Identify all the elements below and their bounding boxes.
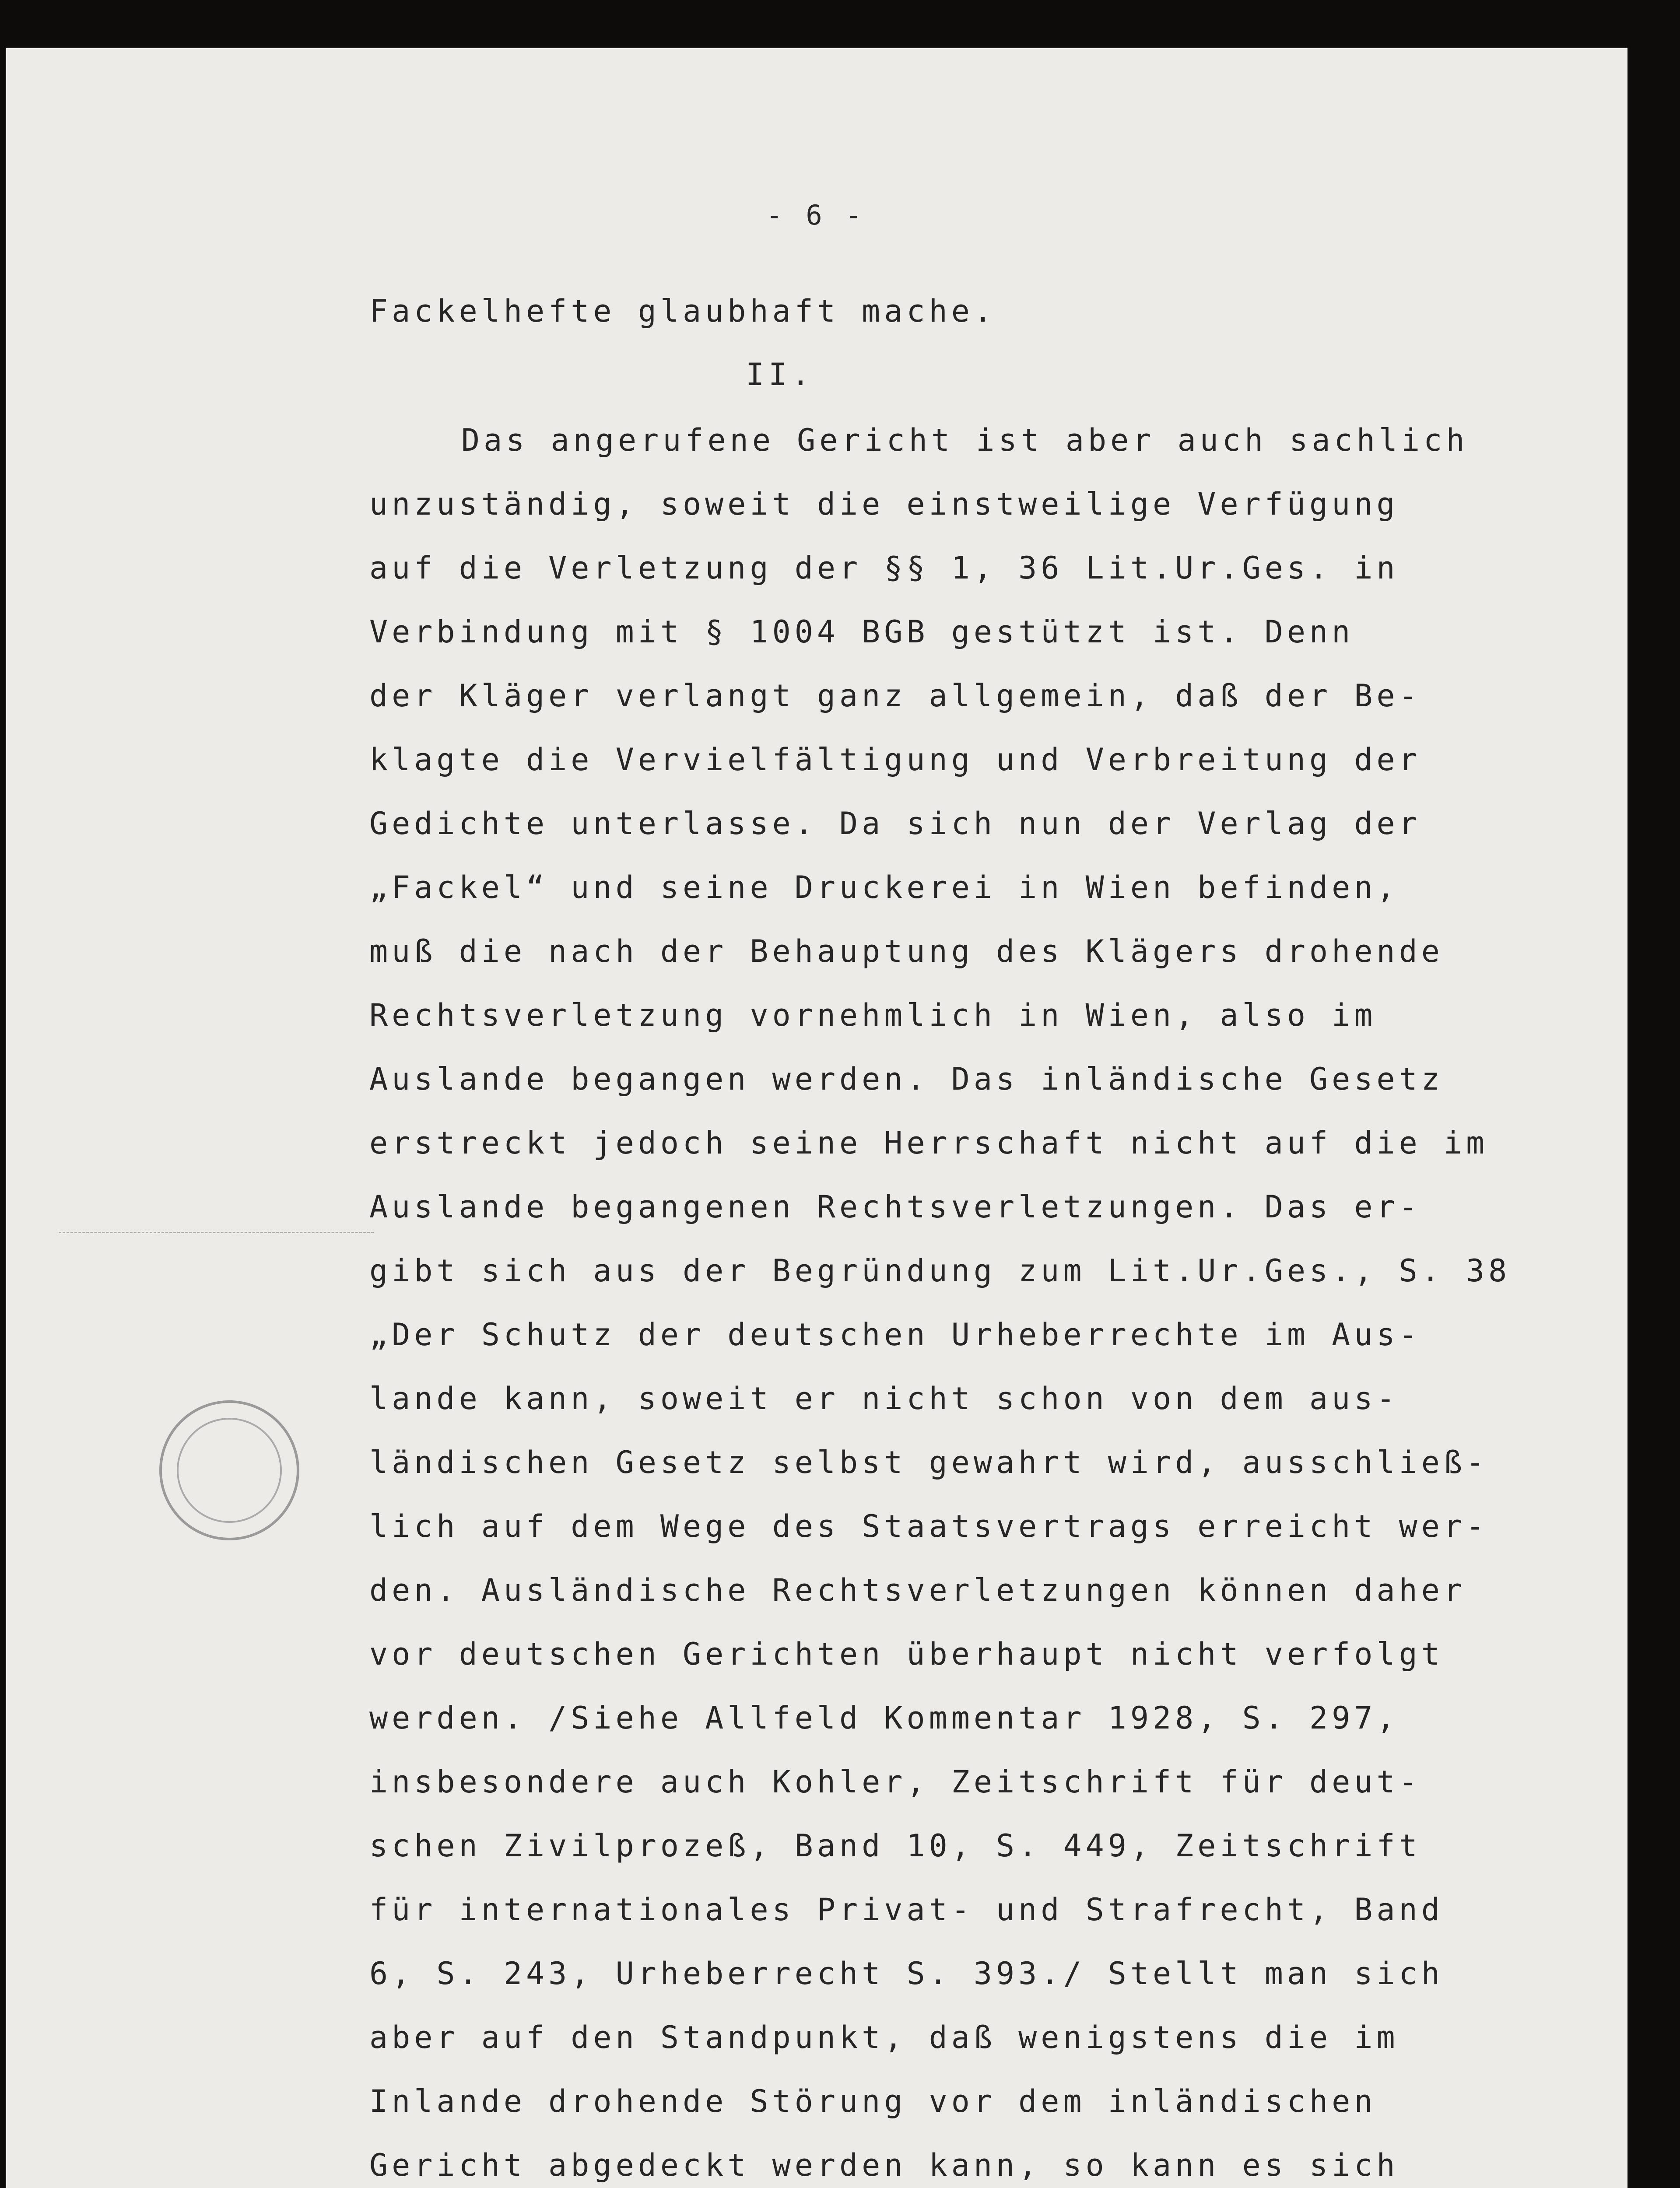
text-line: Gedichte unterlasse. Da sich nun der Verlag der — [369, 806, 1421, 842]
text-line: ländischen Gesetz selbst gewahrt wird, ausschließ- — [369, 1445, 1489, 1480]
text-line: insbesondere auch Kohler, Zeitschrift für deut- — [369, 1764, 1421, 1800]
text-line: Verbindung mit § 1004 BGB gestützt ist. Denn — [369, 614, 1354, 650]
text-line: „Der Schutz der deutschen Urheberrechte im Aus- — [369, 1317, 1421, 1353]
text-line: der Kläger verlangt ganz allgemein, daß der Be- — [369, 678, 1421, 714]
text-line: „Fackel“ und seine Druckerei in Wien befinden, — [369, 870, 1399, 905]
text-line: erstreckt jedoch seine Herrschaft nicht auf die im — [369, 1125, 1489, 1161]
text-line: auf die Verletzung der §§ 1, 36 Lit.Ur.Ges. in — [369, 550, 1399, 586]
text-line: 6, S. 243, Urheberrecht S. 393./ Stellt man sich — [369, 1956, 1444, 1992]
text-line: Gericht abgedeckt werden kann, so kann es sich — [369, 2147, 1399, 2183]
archive-stamp-icon — [159, 1400, 299, 1540]
text-line: gibt sich aus der Begründung zum Lit.Ur.Ges., S. 38 — [369, 1253, 1511, 1289]
text-line: Auslande begangenen Rechtsverletzungen. Das er- — [369, 1189, 1421, 1225]
document-page — [6, 48, 1627, 2188]
text-line: klagte die Vervielfältigung und Verbreitung der — [369, 742, 1421, 778]
section-heading: II. — [746, 357, 814, 393]
text-line: Auslande begangen werden. Das inländische Gesetz — [369, 1061, 1444, 1097]
text-line: Inlande drohende Störung vor dem inländischen — [369, 2083, 1377, 2119]
text-line: schen Zivilprozeß, Band 10, S. 449, Zeitschrift — [369, 1828, 1421, 1864]
text-line: werden. /Siehe Allfeld Kommentar 1928, S. 297, — [369, 1700, 1399, 1736]
text-line: für internationales Privat- und Strafrecht, Band — [369, 1892, 1444, 1928]
text-line: Das angerufene Gericht ist aber auch sachlich — [461, 422, 1469, 458]
text-line: Rechtsverletzung vornehmlich in Wien, also im — [369, 997, 1377, 1033]
text-line: lich auf dem Wege des Staatsvertrags erreicht wer- — [369, 1508, 1489, 1544]
text-line: Fackelhefte glaubhaft mache. — [369, 293, 996, 329]
text-line: aber auf den Standpunkt, daß wenigstens die im — [369, 2020, 1399, 2055]
text-line: vor deutschen Gerichten überhaupt nicht verfolgt — [369, 1636, 1444, 1672]
page-number-top: - 6 - — [766, 199, 866, 231]
text-line: lande kann, soweit er nicht schon von dem aus- — [369, 1381, 1399, 1417]
fold-line — [59, 1232, 374, 1233]
text-line: muß die nach der Behauptung des Klägers drohende — [369, 933, 1444, 969]
text-line: unzuständig, soweit die einstweilige Verfügung — [369, 486, 1399, 522]
text-line: den. Ausländische Rechtsverletzungen können daher — [369, 1572, 1466, 1608]
stamp-inner-ring — [177, 1418, 282, 1523]
